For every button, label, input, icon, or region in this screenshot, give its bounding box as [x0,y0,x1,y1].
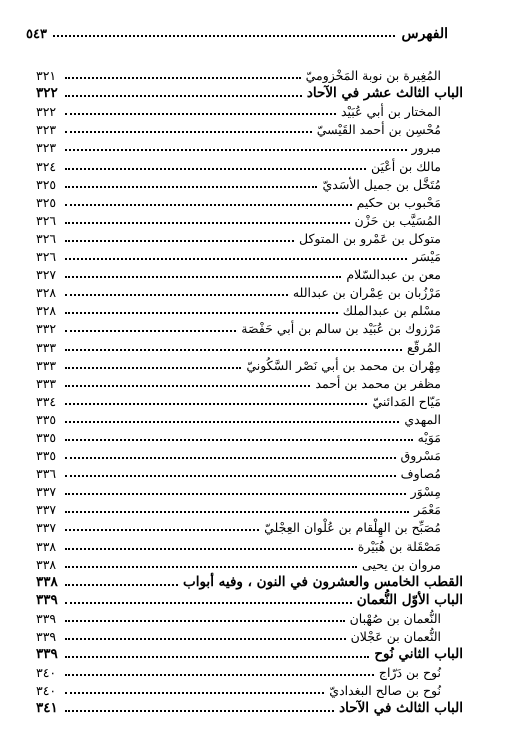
dot-leader [65,620,345,622]
dot-leader [65,77,301,79]
page-number: ٣٤٠ [36,665,57,681]
page-number: ٣٣٥ [36,411,57,427]
page-number: ٣٢٣ [36,122,57,138]
header-title: الفهرس [401,26,448,42]
dot-leader [65,421,399,423]
index-entry-row [36,481,463,499]
index-entry-row [36,336,463,354]
page-number: ٣٢٦ [36,230,57,246]
entry-name: معن بن عبدالسّلام [346,267,441,283]
page-number: ٣٢٧ [36,267,57,283]
dot-leader [65,276,341,278]
entry-name: مُصاوف [400,466,441,482]
page-number: ٣٢٨ [36,285,57,301]
page-number: ٣٣٧ [36,502,57,518]
page-number: ٣٣٨ [36,573,58,590]
index-entry-row [36,554,463,572]
entry-name: مِسْوَر [410,484,441,500]
entry-name: مُصَبِّح بن الهِلْقام بن عُلْوان العِجْليّ [264,520,441,536]
dot-leader [65,222,350,224]
entry-name: مروان بن يحيى [362,556,441,572]
index-entry-row [36,427,463,445]
entry-name: نُوح بن صالح البغداديّ [329,683,441,699]
page-number: ٣٣٨ [36,538,57,554]
section-heading: الباب الثالث عشر في الآحاد [306,85,463,102]
dot-leader [65,312,338,314]
dot-leader [65,602,352,604]
page-number: ٣٣٥ [36,429,57,445]
index-entry-row [36,355,463,373]
page-number: ٣٣٩ [36,591,58,608]
index-entry-row [36,210,463,228]
dot-leader [65,131,312,133]
entry-name: المُسَيَّب بن حَزْن [354,212,441,228]
index-entry-row [36,535,463,553]
index-entry-row [36,300,463,318]
entry-name: مُتَخَّل بن جميل الأسَديّ [322,176,441,192]
dot-leader [65,529,259,531]
entry-name: مَصْقَلة بن هُبَيْرة [357,538,441,554]
section-heading: القطب الخامس والعشرون في النون ، وفيه أبواب [183,573,463,590]
dot-leader [65,330,236,332]
dot-leader [65,457,396,459]
index-entry-row [36,246,463,264]
index-entry-row [36,626,463,644]
page-number: ٣٣٨ [36,556,57,572]
page-number: ٣٣٩ [36,610,57,626]
entry-name: المهدي [404,411,441,427]
page-number: ٣٣٢ [36,321,57,337]
entry-name: مظفر بن محمد بن أحمد [315,375,441,391]
dot-leader [65,403,367,405]
page-number: ٣٣٧ [36,484,57,500]
page-number: ٣٢١ [36,68,57,84]
index-section-row [36,590,463,608]
index-entry-row [36,463,463,481]
dot-leader [65,385,310,387]
index-entry-row [36,517,463,535]
dot-leader [65,168,366,170]
entry-name: مالك بن أعْيَن [370,158,441,174]
page-number: ٣٣٧ [36,520,57,536]
dot-leader [65,710,334,712]
index-entry-row [36,318,463,336]
entry-name: النُّعمان بن عَجْلان [350,629,441,644]
index-section-row [36,83,463,101]
dot-leader [65,258,407,260]
section-heading: الباب الأوّل النُّعمان [356,591,463,608]
dot-leader [65,439,413,441]
page-number: ٣٣٣ [36,357,57,373]
entry-name: مبرور [411,140,441,156]
page-number: ٣٣٣ [36,339,57,355]
page-number: ٣٢٤ [36,158,57,174]
dot-leader [65,204,352,206]
page-number: ٣٢٦ [36,249,57,265]
dot-leader [65,349,402,351]
index-list [36,65,463,716]
entry-name: نُوح بن دَرّاج [378,665,441,681]
dot-leader [65,638,346,640]
index-entry-row [36,101,463,119]
dot-leader [65,548,353,550]
entry-name: المُرقّع [406,339,441,355]
index-section-row [36,644,463,662]
index-entry-row [36,445,463,463]
dot-leader [65,511,409,513]
index-entry-row [36,192,463,210]
entry-name: النُّعمان بن صُهْبان [349,610,441,626]
page-number: ٣٣٣ [36,375,57,391]
entry-name: متوكل بن عَمْرو بن المتوكل [299,230,441,246]
page-number: ٣٣٤ [36,393,57,409]
index-entry-row [36,608,463,626]
index-entry-row [36,65,463,83]
page-number: ٣٤١ [36,700,58,717]
entry-name: مَيّاح المَدائنيّ [372,393,441,409]
index-entry-row [36,282,463,300]
dot-leader [65,113,336,115]
page-number: ٣٢٥ [36,194,57,210]
entry-name: مَيْسَر [412,249,441,265]
entry-name: مَحْبوب بن حكيم [356,194,441,210]
dot-leader [53,35,396,37]
index-entry-row [36,373,463,391]
entry-name: مَعْمَر [414,502,441,518]
index-entry-row [36,391,463,409]
page-number: ٣٣٩ [36,646,58,663]
page-number: ٣٢٦ [36,212,57,228]
page-number: ٣٣٩ [36,629,57,644]
entry-name: مِهْران بن محمد بن أبي نَصْر السَّكُونيّ [246,357,441,373]
index-entry-row [36,155,463,173]
section-heading: الباب الثالث في الآحاد [339,700,463,717]
index-entry-row [36,409,463,427]
dot-leader [65,493,406,495]
index-section-row [36,572,463,590]
dot-leader [65,674,374,676]
entry-name: مسْلم بن عبدالملك [342,303,441,319]
entry-name: مُحْسِن بن أحمد القَيْسيّ [316,122,441,138]
dot-leader [65,566,357,568]
page-number: ٣٣٦ [36,466,57,482]
entry-name: مَرْزُبان بن عِمْران بن عبدالله [292,285,441,301]
header-page-number: ٥٤٣ [26,27,47,42]
entry-name: المختار بن أبي عُبَيْد [340,104,441,120]
index-entry-row [36,228,463,246]
dot-leader [65,656,369,658]
page-number: ٣٢٢ [36,104,57,120]
index-entry-row [36,119,463,137]
index-entry-row [36,264,463,282]
page-number: ٣٤٠ [36,683,57,699]
entry-name: مَرْزوك بن عُبَيْد بن سالم بن أبي حَفْصَة [241,321,441,337]
index-entry-row [36,662,463,680]
index-entry-row [36,499,463,517]
dot-leader [65,367,241,369]
index-entry-row [36,137,463,155]
running-header [26,22,448,42]
page-number: ٣٢٢ [36,85,58,102]
page-number: ٣٢٨ [36,303,57,319]
entry-name: المُغِيرة بن نوبة المَخْزوميّ [305,68,441,84]
section-heading: الباب الثاني نُوح [374,646,463,663]
page-number: ٣٢٣ [36,140,57,156]
dot-leader [65,475,396,477]
index-entry-row [36,680,463,698]
dot-leader [65,186,317,188]
dot-leader [65,240,294,242]
index-section-row [36,698,463,716]
entry-name: مَسْروق [400,448,441,464]
dot-leader [65,584,178,586]
dot-leader [65,692,324,694]
index-entry-row [36,174,463,192]
dot-leader [65,149,407,151]
page-number: ٣٢٥ [36,176,57,192]
entry-name: مَوَيْه [417,429,441,445]
dot-leader [65,95,302,97]
dot-leader [65,294,288,296]
page-number: ٣٣٥ [36,448,57,464]
